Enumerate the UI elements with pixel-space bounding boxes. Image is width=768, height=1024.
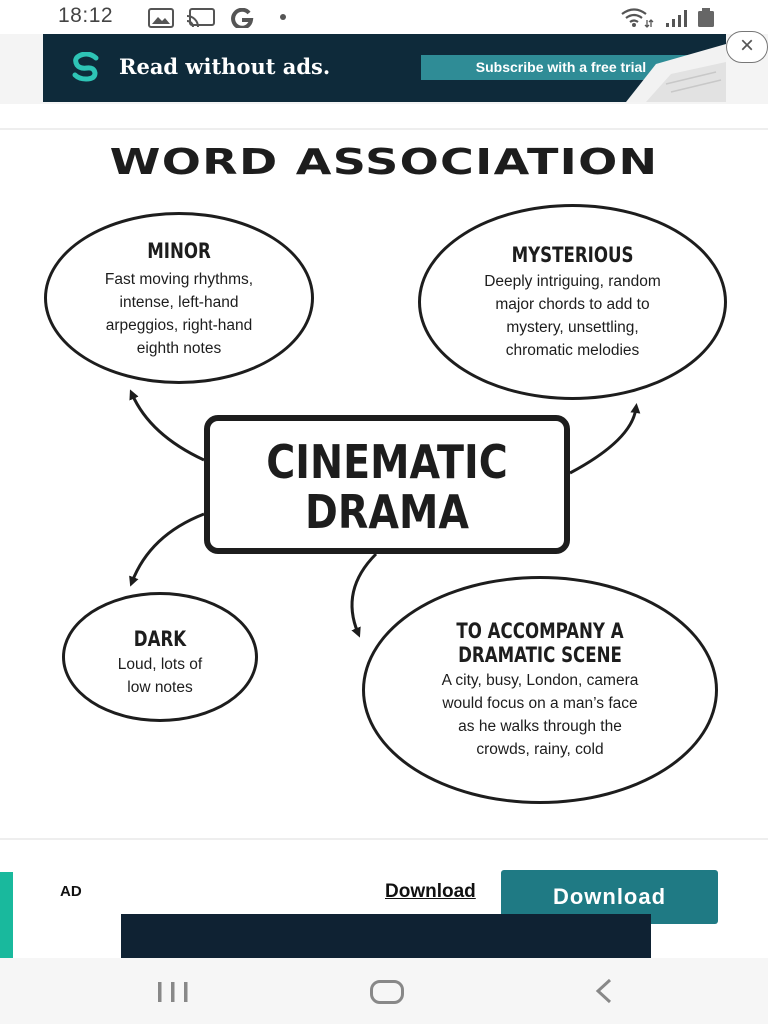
battery-icon [697,8,715,28]
status-time: 18:12 [58,4,114,27]
top-ad-banner[interactable] [43,34,726,102]
close-ad-button[interactable]: × [726,31,768,63]
bubble-scene-title-2: DRAMATIC SCENE [458,643,622,667]
bubble-dark [62,592,258,722]
bubble-mysterious-line: mystery, unsettling, [506,319,639,336]
status-bar [0,0,768,34]
bubble-dark-title: DARK [133,627,187,651]
cast-icon [186,8,216,28]
ad-label: AD [60,883,82,900]
word-association-infographic [0,130,768,836]
arrow-to-minor [132,394,204,460]
subscribe-button[interactable]: Subscribe with a free trial [421,55,701,80]
bubble-scene-line: as he walks through the [458,718,622,735]
arrow-to-dark [132,514,204,582]
back-icon[interactable] [593,978,615,1004]
arrow-to-mysterious [570,408,636,473]
bubble-minor-title: MINOR [147,239,211,263]
ad-accent-bar [0,872,13,958]
bubble-mysterious-line: Deeply intriguing, random [484,273,661,290]
scribd-logo-icon [69,52,103,82]
home-icon[interactable] [370,980,404,1004]
signal-icon [664,8,688,28]
bubble-mysterious [418,204,727,400]
bubble-scene-line: A city, busy, London, camera [441,672,639,689]
image-icon [148,8,174,28]
bubble-minor [44,212,314,384]
ad-image[interactable] [121,914,651,958]
center-box-cinematic-drama [204,415,570,554]
bubble-minor-line: intense, left-hand [119,294,239,311]
infographic-title: WORD ASSOCIATION [109,142,659,183]
dot-icon [280,14,286,20]
bubble-scene-line: would focus on a man’s face [442,695,638,712]
bubble-mysterious-line: chromatic melodies [505,342,640,359]
bubble-minor-line: eighth notes [136,340,222,357]
bubble-mysterious-line: major chords to add to [495,296,650,313]
bubble-scene-line: crowds, rainy, cold [476,741,604,758]
download-button[interactable]: Download [501,870,718,924]
top-ad-text: Read without ads. [119,54,331,79]
bubble-dark-line: Loud, lots of [117,656,203,673]
center-line-1: CINEMATIC [266,435,508,489]
bubble-minor-line: arpeggios, right-hand [105,317,253,334]
recent-apps-icon[interactable] [156,981,190,1003]
bubble-scene-title-1: TO ACCOMPANY A [456,619,624,643]
google-icon [229,8,255,28]
divider [0,838,768,840]
bubble-mysterious-title: MYSTERIOUS [511,243,634,267]
paper-decoration [616,34,726,102]
download-link[interactable]: Download [385,881,476,902]
wifi-icon [620,8,654,28]
navigation-bar [0,958,768,1024]
center-line-2: DRAMA [305,485,469,539]
arrow-to-scene [352,554,376,633]
bubble-minor-line: Fast moving rhythms, [104,271,254,288]
bubble-dark-line: low notes [127,679,193,696]
bubble-dramatic-scene [362,576,718,804]
